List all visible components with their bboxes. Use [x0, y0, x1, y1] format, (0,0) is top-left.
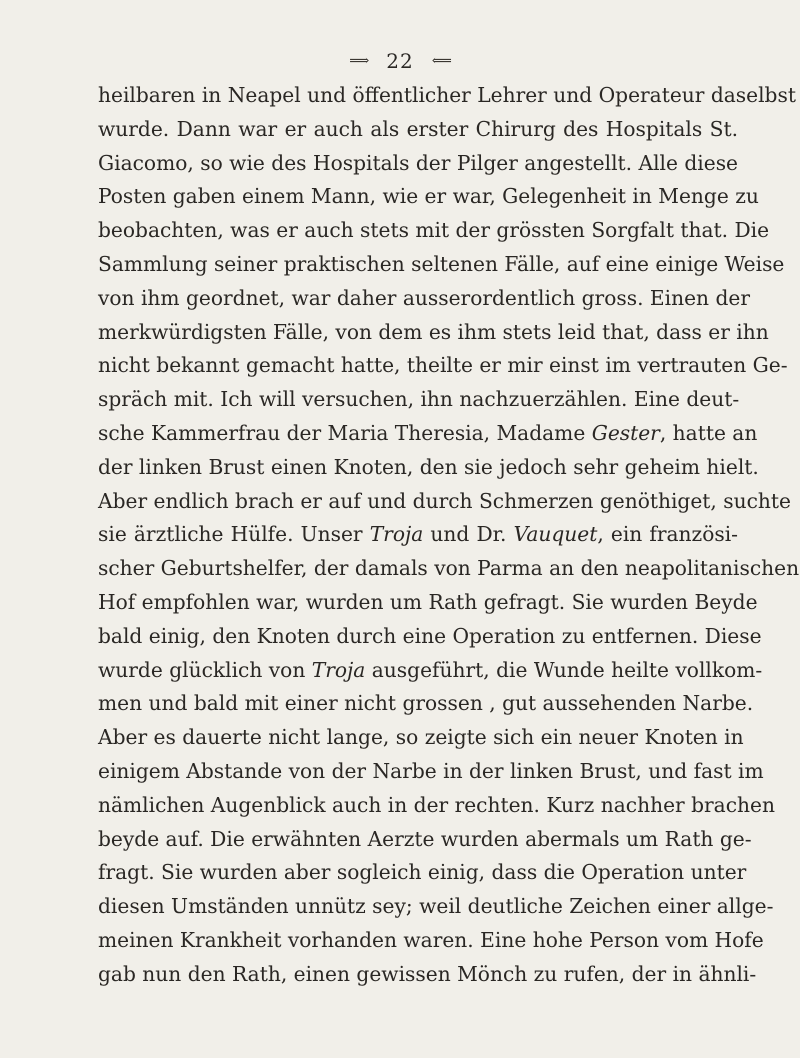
text-line — [98, 890, 774, 924]
text-line — [98, 789, 775, 823]
text-segment: sche Kammerfrau der Maria Theresia, Madame — [98, 420, 592, 445]
text-line — [98, 451, 759, 485]
text-line — [98, 316, 769, 350]
text-segment: , ein französi- — [597, 522, 738, 547]
text-line — [98, 485, 791, 519]
text-segment: heilbaren in Neapel und öffentlicher Lehrer und Operateur daselbst — [98, 83, 796, 107]
text-line — [98, 958, 757, 992]
text-line — [98, 349, 788, 383]
text-segment: ausgeführt, die Wunde heilte vollkom- — [365, 657, 763, 682]
text-segment: Giacomo, so wie des Hospitals der Pilger angestellt. Alle diese — [98, 150, 738, 175]
italic-name: Vauquet — [513, 522, 598, 547]
text-line — [98, 214, 770, 248]
text-line — [98, 620, 762, 654]
text-line — [98, 147, 738, 181]
text-line — [98, 282, 750, 316]
text-line — [98, 79, 796, 113]
text-segment: wurde glücklich von — [98, 657, 312, 682]
text-line — [98, 383, 738, 417]
text-segment: gab nun den Rath, einen gewissen Mönch zu rufen, der in ähnli- — [98, 961, 757, 986]
text-segment: , hatte an — [659, 420, 758, 445]
text-segment: diesen Umständen unnütz sey; weil deutliche Zeichen einer allge- — [98, 894, 774, 919]
text-segment: wurde. Dann war er auch als erster Chirurg des Hospitals St. — [98, 116, 738, 141]
italic-name: Troja — [369, 522, 424, 547]
text-segment: von ihm geordnet, war daher ausserordentlich gross. Einen der — [98, 285, 750, 310]
left-ornament-icon: ⟹ — [349, 53, 369, 69]
text-segment: Sammlung seiner praktischen seltenen Fälle, auf eine einige Weise — [98, 251, 785, 276]
text-segment: beyde auf. Die erwähnten Aerzte wurden abermals um Rath ge- — [98, 826, 752, 851]
text-segment: der linken Brust einen Knoten, den sie jedoch sehr geheim hielt. — [98, 454, 759, 479]
text-segment: men und bald mit einer nicht grossen , gut aussehenden Narbe. — [98, 691, 754, 716]
text-line — [98, 552, 800, 586]
italic-name: Gester — [591, 420, 660, 445]
right-ornament-icon: ⟸ — [431, 53, 451, 69]
text-segment: Posten gaben einem Mann, wie er war, Gelegenheit in Menge zu — [98, 184, 759, 209]
page-header — [0, 44, 800, 78]
text-line — [98, 113, 738, 147]
text-segment: bald einig, den Knoten durch eine Operation zu entfernen. Diese — [98, 623, 762, 648]
text-segment: fragt. Sie wurden aber sogleich einig, dass die Operation unter — [98, 860, 747, 885]
text-line — [98, 687, 754, 721]
text-segment: sie ärztliche Hülfe. Unser — [98, 522, 370, 547]
text-segment: einigem Abstande von der Narbe in der linken Brust, und fast im — [98, 758, 764, 783]
text-line — [98, 586, 758, 620]
text-line — [98, 924, 764, 958]
italic-name: Troja — [311, 657, 366, 682]
text-segment: nämlichen Augenblick auch in der rechten. Kurz nachher brachen — [98, 792, 775, 817]
text-segment: und Dr. — [423, 522, 514, 547]
text-line — [98, 721, 744, 755]
text-line — [98, 518, 738, 552]
text-segment: scher Geburtshelfer, der damals von Parma an den neapolitanischen — [98, 556, 800, 581]
text-line — [98, 417, 758, 451]
text-segment: Hof empfohlen war, wurden um Rath gefragt. Sie wurden Beyde — [98, 589, 758, 614]
text-segment: Aber endlich brach er auf und durch Schmerzen genöthiget, suchte — [98, 488, 791, 513]
text-line — [98, 248, 785, 282]
text-segment: Aber es dauerte nicht lange, so zeigte sich ein neuer Knoten in — [98, 725, 744, 750]
page-number: 22 — [386, 49, 414, 73]
text-line — [98, 856, 747, 890]
text-line — [98, 755, 764, 789]
text-line — [98, 654, 763, 688]
text-segment: beobachten, was er auch stets mit der grössten Sorgfalt that. Die — [98, 218, 770, 243]
text-line — [98, 180, 759, 214]
text-segment: spräch mit. Ich will versuchen, ihn nachzuerzählen. Eine deut- — [98, 387, 740, 412]
text-segment: merkwürdigsten Fälle, von dem es ihm stets leid that, dass er ihn — [98, 319, 769, 344]
text-line — [98, 823, 752, 857]
body-text — [98, 79, 800, 992]
text-segment: meinen Krankheit vorhanden waren. Eine hohe Person vom Hofe — [98, 927, 764, 952]
text-segment: nicht bekannt gemacht hatte, theilte er mir einst im vertrauten Ge- — [98, 353, 788, 378]
